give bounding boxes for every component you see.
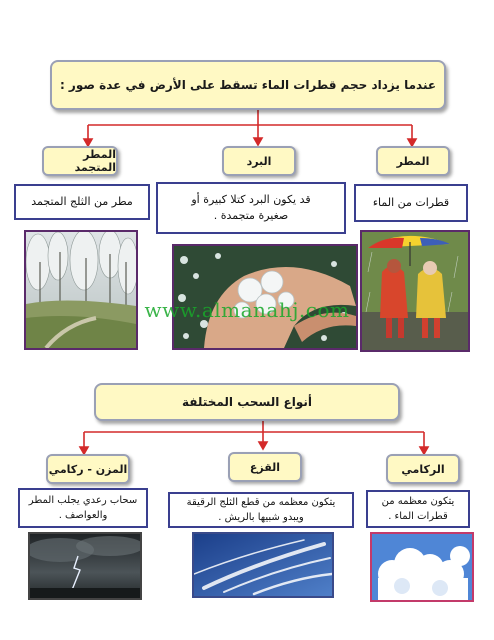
desc-cirrus-text: يتكون معظمه من قطع الثلج الرقيقة ويبدو شبيها بالريش . <box>186 497 336 523</box>
desc-cumulus-text: يتكون معظمه من قطرات الماء . <box>381 496 455 522</box>
category-rain-label: المطر <box>396 154 430 168</box>
desc-cumulonimbus-text: سحاب رعدي يجلب المطر والعواصف . <box>28 495 138 521</box>
desc-rain <box>354 184 468 222</box>
category-hail <box>222 146 296 176</box>
category-cirrus <box>228 452 302 482</box>
thunderstorm-cloud-photo <box>28 532 142 600</box>
desc-freezing-rain <box>14 184 150 220</box>
section2-title-box <box>94 383 400 421</box>
hail-hand-photo <box>172 244 358 350</box>
watermark: www.almanahj.com <box>144 298 350 322</box>
desc-hail <box>156 182 346 234</box>
desc-rain-text: قطرات من الماء <box>372 195 450 209</box>
category-cirrus-label: القزع <box>249 460 281 474</box>
category-cumulus <box>386 454 460 484</box>
desc-hail-text: قد يكون البرد كتلا كبيرة أو صغيرة متجمدة . <box>191 192 311 222</box>
cirrus-cloud-photo <box>192 532 334 598</box>
category-rain <box>376 146 450 176</box>
frozen-forest-photo <box>24 230 138 350</box>
section1-title-box <box>50 60 446 110</box>
cumulus-cloud-photo <box>370 532 474 602</box>
desc-cumulonimbus <box>18 488 148 528</box>
desc-cumulus <box>366 490 470 528</box>
category-freezing-rain <box>42 146 118 176</box>
desc-freezing-rain-text: مطر من الثلج المتجمد <box>31 194 133 208</box>
section2-title: أنواع السحب المختلفة <box>182 395 313 409</box>
section1-title: عندما يزداد حجم قطرات الماء تسقط على الأرض في عدة صور : <box>59 78 437 92</box>
category-cumulonimbus-label: المزن - ركامي <box>48 462 128 476</box>
category-cumulus-label: الركامي <box>401 462 445 476</box>
category-hail-label: البرد <box>246 154 272 168</box>
category-freezing-rain-label: المطر المتجمد <box>74 148 116 174</box>
rain-umbrella-photo <box>360 230 470 352</box>
desc-cirrus <box>168 492 354 528</box>
category-cumulonimbus <box>46 454 130 484</box>
